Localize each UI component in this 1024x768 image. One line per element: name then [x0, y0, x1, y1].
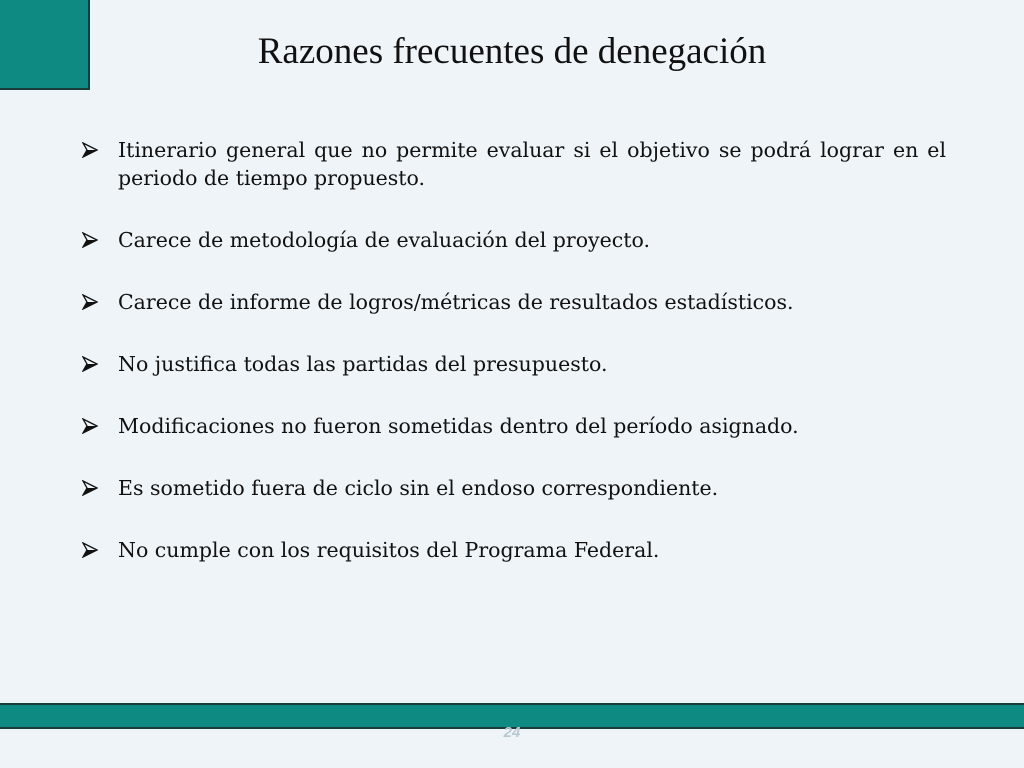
slide-title: Razones frecuentes de denegación: [257, 31, 767, 72]
bullet-text: No cumple con los requisitos del Programa Federal.: [118, 538, 660, 562]
bullet-item: [80, 536, 946, 564]
page-number: 24: [503, 724, 521, 741]
bullet-text: Itinerario general que no permite evaluar si el objetivo se podrá lograr en el periodo de tiempo propuesto.: [118, 138, 946, 190]
arrowhead-bullet-icon: [80, 536, 104, 564]
arrowhead-bullet-icon: [80, 350, 104, 378]
bullet-text: No justifica todas las partidas del presupuesto.: [118, 352, 608, 376]
arrowhead-bullet-icon: [80, 136, 104, 164]
bullet-list: [80, 136, 946, 598]
bullet-item: [80, 350, 946, 378]
arrowhead-bullet-icon: [80, 288, 104, 316]
bullet-item: [80, 412, 946, 440]
bullet-item: [80, 136, 946, 192]
arrowhead-bullet-icon: [80, 226, 104, 254]
bullet-text: Carece de metodología de evaluación del proyecto.: [118, 228, 650, 252]
bullet-item: [80, 474, 946, 502]
bullet-text: Carece de informe de logros/métricas de resultados estadísticos.: [118, 290, 794, 314]
arrowhead-bullet-icon: [80, 412, 104, 440]
arrowhead-bullet-icon: [80, 474, 104, 502]
bullet-item: [80, 226, 946, 254]
bullet-item: [80, 288, 946, 316]
bullet-text: Es sometido fuera de ciclo sin el endoso correspondiente.: [118, 476, 719, 500]
bullet-text: Modificaciones no fueron sometidas dentro del período asignado.: [118, 414, 799, 438]
